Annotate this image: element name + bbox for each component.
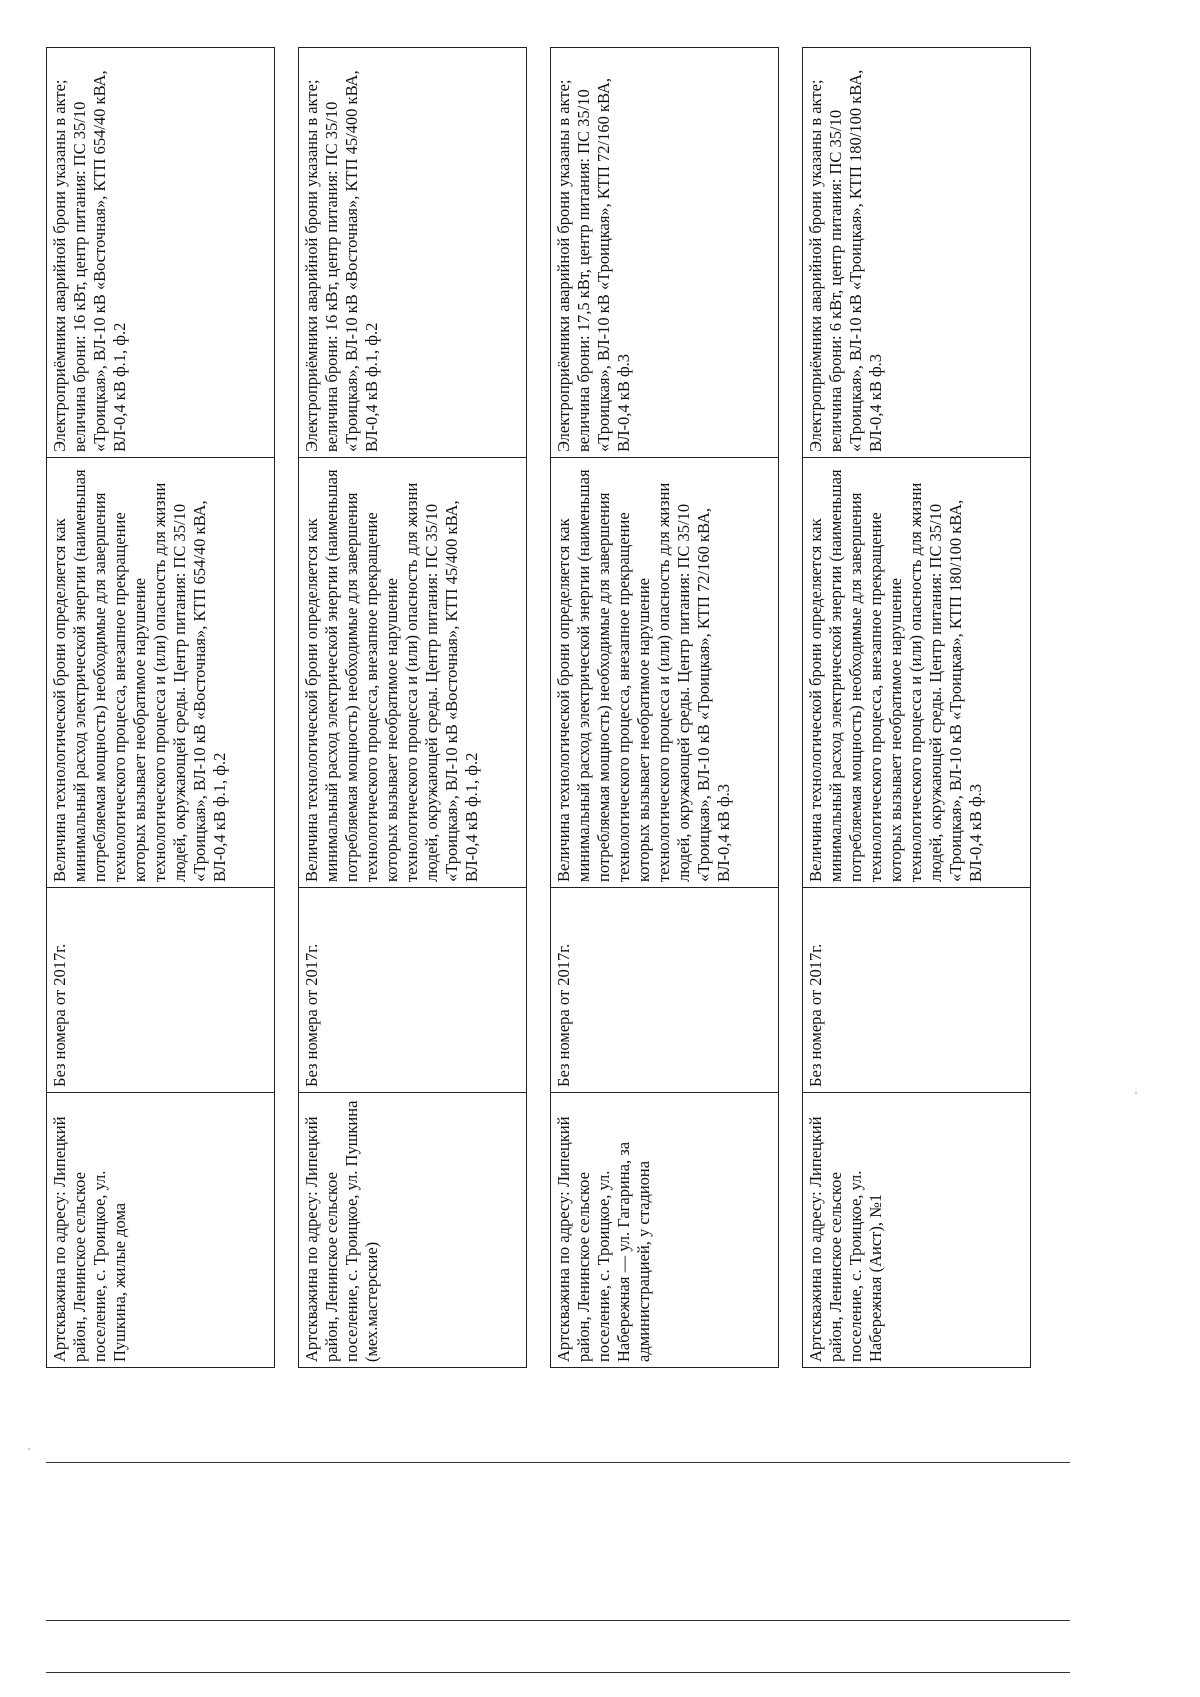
- table-row: [299, 48, 527, 1368]
- emergency-reserve-cell: Электроприёмники аварийной брони указаны в акте; величина брони: 16 кВт, центр питания: ПС 35/10 «Троицкая», ВЛ-10 кВ «Восточная», КТП 654/40 кВА, ВЛ-0,4 кВ ф.1, ф.2: [47, 48, 275, 458]
- emergency-reserve-cell: Электроприёмники аварийной брони указаны в акте; величина брони: 6 кВт, центр питания: ПС 35/10 «Троицкая», ВЛ-10 кВ «Троицкая», КТП 180/100 кВА, ВЛ-0,4 кВ ф.3: [803, 48, 1031, 458]
- reserve-table: [46, 47, 1087, 1368]
- object-cell: Артскважина по адресу: Липецкий район, Ленинское сельское поселение, с. Троицкое, ул. Пушкина (мех.мастерские): [299, 1093, 527, 1368]
- emergency-reserve-cell: Электроприёмники аварийной брони указаны в акте; величина брони: 16 кВт, центр питания: ПС 35/10 «Троицкая», ВЛ-10 кВ «Восточная», КТП 45/400 кВА, ВЛ-0,4 кВ ф.1, ф.2: [299, 48, 527, 458]
- rotated-table-container: [46, 48, 1086, 1368]
- tech-reserve-cell: Величина технологической брони определяется как минимальный расход электрической энергии (наименьшая потребляемая мощность) необходимые для завершения технологического процесса, внезапное прекращение которых вызывает необратимое нарушение технологического процесса и (или) опасность для жизни людей, окружающей среды. Центр питания: ПС 35/10 «Троицкая», ВЛ-10 кВ «Троицкая», КТП 72/160 кВА, ВЛ-0,4 кВ ф.3: [551, 458, 779, 888]
- tech-reserve-cell: Величина технологической брони определяется как минимальный расход электрической энергии (наименьшая потребляемая мощность) необходимые для завершения технологического процесса, внезапное прекращение которых вызывает необратимое нарушение технологического процесса и (или) опасность для жизни людей, окружающей среды. Центр питания: ПС 35/10 «Троицкая», ВЛ-10 кВ «Восточная», КТП 45/400 кВА, ВЛ-0,4 кВ ф.1, ф.2: [299, 458, 527, 888]
- object-cell: Артскважина по адресу: Липецкий район, Ленинское сельское поселение, с. Троицкое, ул. Набережная — ул. Гагарина, за администрацией, у стадиона: [551, 1093, 779, 1368]
- tech-reserve-cell: Величина технологической брони определяется как минимальный расход электрической энергии (наименьшая потребляемая мощность) необходимые для завершения технологического процесса, внезапное прекращение которых вызывает необратимое нарушение технологического процесса и (или) опасность для жизни людей, окружающей среды. Центр питания: ПС 35/10 «Троицкая», ВЛ-10 кВ «Троицкая», КТП 180/100 кВА, ВЛ-0,4 кВ ф.3: [803, 458, 1031, 888]
- scan-speck: [28, 1448, 30, 1450]
- object-cell: Артскважина по адресу: Липецкий район, Ленинское сельское поселение, с. Троицкое, ул. Набережная (Аист), №1: [803, 1093, 1031, 1368]
- act-cell: Без номера от 2017г.: [47, 888, 275, 1093]
- divider-line: [46, 1620, 1070, 1621]
- divider-line: [46, 1672, 1070, 1673]
- divider-line: [46, 1462, 1070, 1463]
- object-cell: Артскважина по адресу: Липецкий район, Ленинское сельское поселение, с. Троицкое, ул. Пушкина, жилые дома: [47, 1093, 275, 1368]
- table-row: [47, 48, 275, 1368]
- act-cell: Без номера от 2017г.: [551, 888, 779, 1093]
- act-cell: Без номера от 2017г.: [299, 888, 527, 1093]
- act-cell: Без номера от 2017г.: [803, 888, 1031, 1093]
- table-row: [551, 48, 779, 1368]
- rotated-table-area: [46, 48, 1200, 1362]
- scan-speck: [1135, 1092, 1137, 1094]
- tech-reserve-cell: Величина технологической брони определяется как минимальный расход электрической энергии (наименьшая потребляемая мощность) необходимые для завершения технологического процесса, внезапное прекращение которых вызывает необратимое нарушение технологического процесса и (или) опасность для жизни людей, окружающей среды. Центр питания: ПС 35/10 «Троицкая», ВЛ-10 кВ «Восточная», КТП 654/40 кВА, ВЛ-0,4 кВ ф.1, ф.2: [47, 458, 275, 888]
- table-row: [803, 48, 1031, 1368]
- emergency-reserve-cell: Электроприёмники аварийной брони указаны в акте; величина брони: 17,5 кВт, центр питания: ПС 35/10 «Троицкая», ВЛ-10 кВ «Троицкая», КТП 72/160 кВА, ВЛ-0,4 кВ ф.3: [551, 48, 779, 458]
